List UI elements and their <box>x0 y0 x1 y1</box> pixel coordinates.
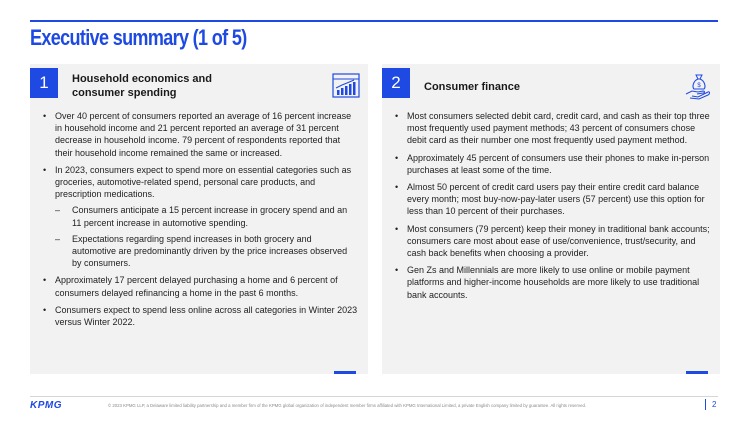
svg-text:$: $ <box>697 83 701 89</box>
bullet-item: • Approximately 17 percent delayed purchasing a home and 6 percent of consumers delayed refinancing a home in the past 6 months. <box>42 274 358 298</box>
kpmg-logo: KPMG <box>30 400 62 411</box>
section-number-badge: 2 <box>382 68 410 98</box>
page-number: 2 <box>712 400 717 409</box>
panel-accent-bar <box>334 371 356 374</box>
page-number-separator <box>705 399 706 410</box>
footer-rule <box>30 396 718 397</box>
bar-chart-icon <box>332 72 360 100</box>
money-bag-hand-icon <box>684 72 712 100</box>
bullet-item: • Approximately 45 percent of consumers use their phones to make in-person purchases at least some of the time. <box>394 152 714 176</box>
section-number-badge: 1 <box>30 68 58 98</box>
panel-content <box>394 110 714 306</box>
panel-consumer-finance <box>382 64 720 374</box>
bullet-list <box>42 110 358 328</box>
panel-title <box>72 72 212 100</box>
bullet-item: • Over 40 percent of consumers reported an average of 16 percent increase in household income and 21 percent reported an average of 31 percent decrease in household income. 79 percent of respondents reported that their household income remained the same or increased. <box>42 110 358 159</box>
bullet-item: • Almost 50 percent of credit card users pay their entire credit card balance every month; most buy-now-pay-later users (57 percent) use this option for less than 10 percent of their purchases. <box>394 181 714 218</box>
footer-disclaimer: © 2023 KPMG LLP, a Delaware limited liability partnership and a member firm of the KPMG global organization of independent member firms affiliated with KPMG International Limited, a private English company limited by guarantee. All rights reserved. <box>108 403 587 408</box>
sub-bullet-list <box>55 204 358 269</box>
panel-title-line-1: Household economics and <box>72 73 212 85</box>
bullet-item: • Most consumers (79 percent) keep their money in traditional bank accounts; consumers care most about ease of use/convenience, trust/security, and cash back benefits when choosing a provider. <box>394 223 714 260</box>
sub-bullet-item: – Consumers anticipate a 15 percent increase in grocery spend and an 11 percent increase in automotive spending. <box>55 204 358 228</box>
bullet-item <box>42 164 358 270</box>
panel-title-line-2: consumer spending <box>72 87 177 99</box>
sub-bullet-item: – Expectations regarding spend increases in both grocery and automotive are predominantly driven by the price increases observed by consumers. <box>55 233 358 270</box>
panel-content <box>42 110 358 333</box>
panel-household-economics <box>30 64 368 374</box>
top-rule <box>30 20 718 22</box>
bullet-item: • Gen Zs and Millennials are more likely to use online or mobile payment platforms and higher-income households are more likely to use traditional bank accounts. <box>394 264 714 301</box>
page-title: Executive summary (1 of 5) <box>30 25 247 50</box>
panel-title: Consumer finance <box>424 81 520 93</box>
bullet-text: In 2023, consumers expect to spend more on essential categories such as groceries, automotive-related spend, personal care products, and prescription medications. <box>55 164 352 200</box>
bullet-item: • Most consumers selected debit card, credit card, and cash as their top three most frequently used payment methods; 43 percent of consumers chose debit card as their number one most frequently used payment method. <box>394 110 714 147</box>
panel-accent-bar <box>686 371 708 374</box>
bullet-list <box>394 110 714 301</box>
bullet-item: • Consumers expect to spend less online across all categories in Winter 2023 versus Winter 2022. <box>42 304 358 328</box>
